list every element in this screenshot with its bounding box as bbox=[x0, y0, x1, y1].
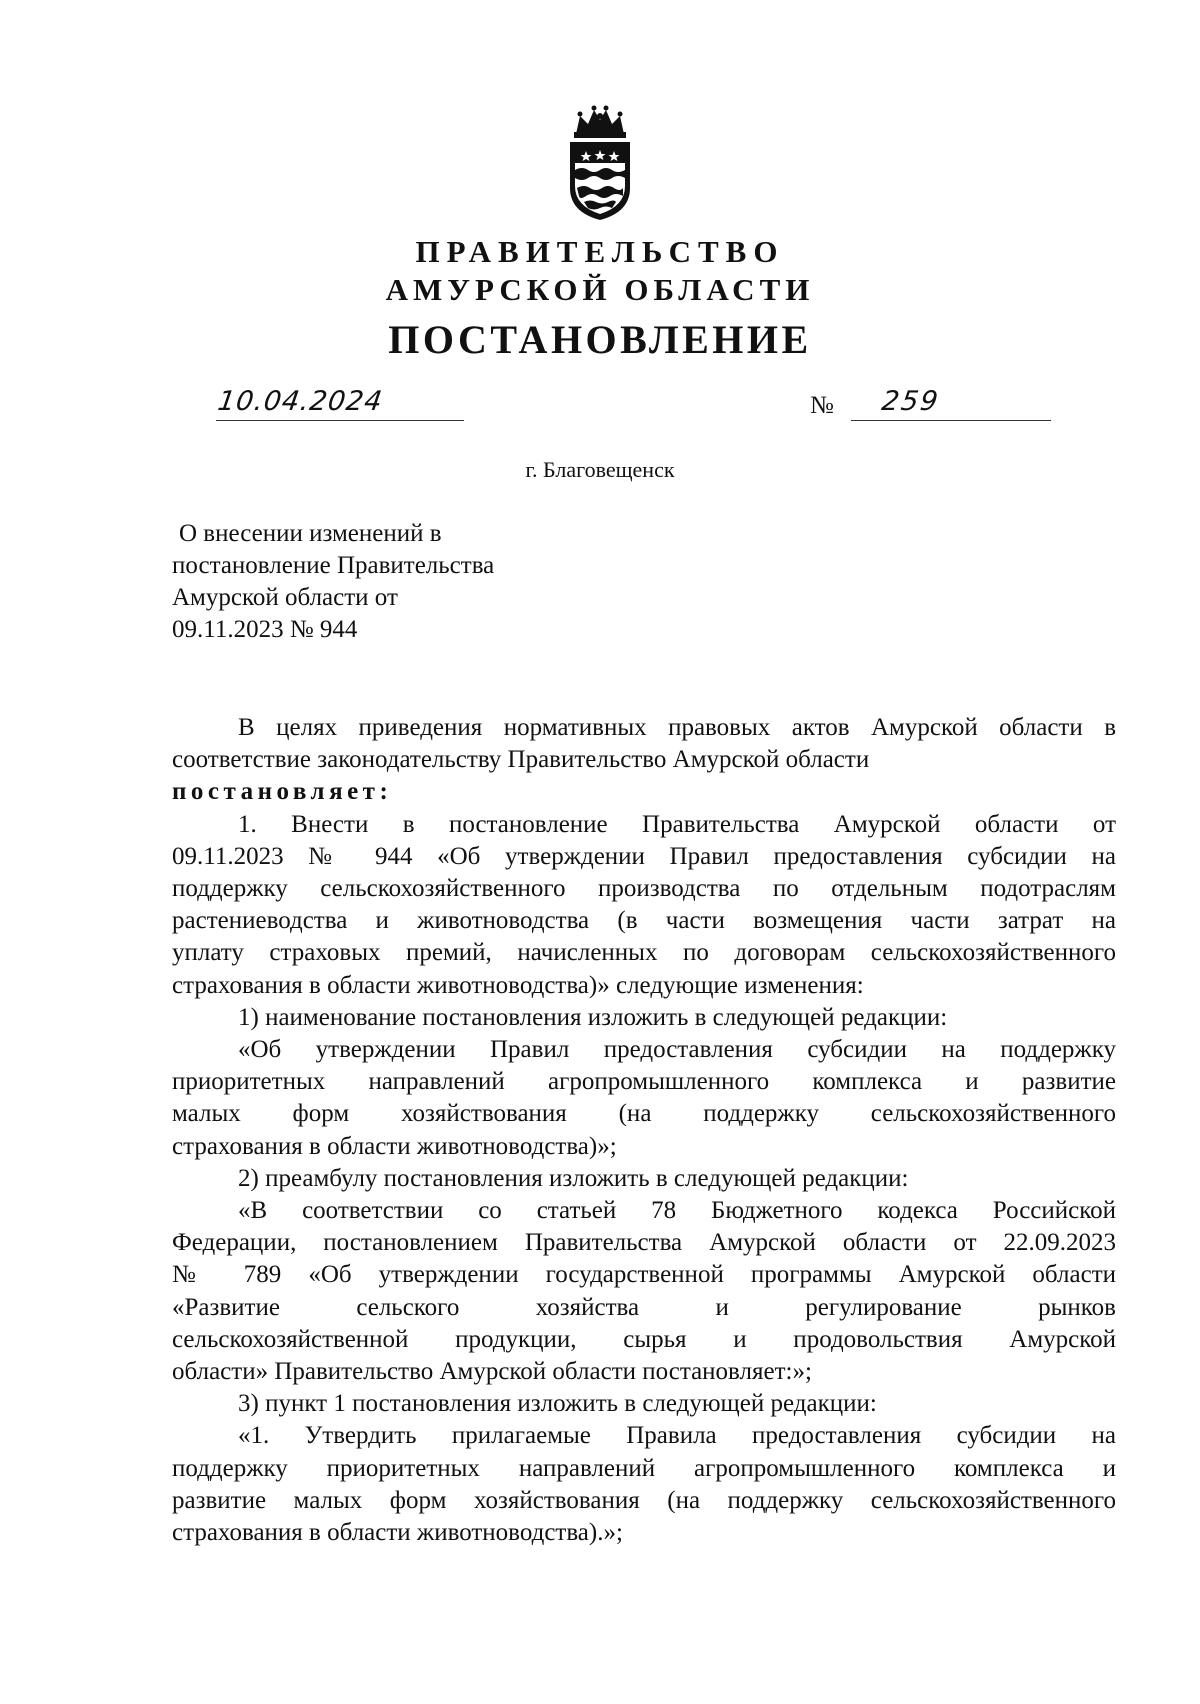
body-line: области» Правительство Амурской области постановляет:»; bbox=[172, 1358, 812, 1386]
body-line: малых форм хозяйствования (на поддержку сельскохозяйственного bbox=[172, 1100, 1116, 1128]
body-line: соответствие законодательству Правительство Амурской области bbox=[172, 746, 870, 774]
body-line: страхования в области животноводства)»; bbox=[172, 1132, 617, 1160]
city-line: г. Благовещенск bbox=[525, 457, 675, 482]
subject-line: постановление Правительства bbox=[172, 552, 495, 579]
body-line: поддержку приоритетных направлений агропромышленного комплекса и bbox=[172, 1454, 1116, 1482]
body-line: В целях приведения нормативных правовых актов Амурской области в bbox=[238, 714, 1116, 741]
body-line: сельскохозяйственной продукции, сырья и продовольствия Амурской bbox=[172, 1325, 1116, 1353]
body-line: уплату страховых премий, начисленных по договорам сельскохозяйственного bbox=[172, 939, 1116, 967]
body-line: страхования в области животноводства).»; bbox=[172, 1519, 623, 1547]
date-underline bbox=[216, 420, 464, 421]
body-line: 1. Внести в постановление Правительства Амурской области от bbox=[238, 810, 1116, 838]
body-line: «1. Утвердить прилагаемые Правила предоставления субсидии на bbox=[238, 1422, 1116, 1450]
organization-name-line2: АМУРСКОЙ ОБЛАСТИ bbox=[385, 272, 815, 307]
subject-line: 09.11.2023 № 944 bbox=[172, 616, 358, 643]
body-line: растениеводства и животноводства (в части возмещения части затрат на bbox=[172, 907, 1116, 935]
body-line: страхования в области животноводства)» следующие изменения: bbox=[172, 971, 864, 999]
organization-name-line1: ПРАВИТЕЛЬСТВО bbox=[415, 234, 785, 269]
body-line-decree-verb: постановляет: bbox=[172, 778, 393, 806]
body-line: «Об утверждении Правил предоставления субсидии на поддержку bbox=[238, 1036, 1116, 1064]
body-line: «Развитие сельского хозяйства и регулирование рынков bbox=[172, 1293, 1116, 1321]
document-number-handwritten: 259 bbox=[879, 386, 942, 417]
body-line: 09.11.2023 № 944 «Об утверждении Правил предоставления субсидии на bbox=[172, 842, 1116, 870]
body-line: 3) пункт 1 постановления изложить в следующей редакции: bbox=[238, 1390, 877, 1418]
document-body bbox=[172, 712, 1116, 1549]
body-line: поддержку сельскохозяйственного производства по отдельным подотраслям bbox=[172, 875, 1116, 903]
body-line: развитие малых форм хозяйствования (на поддержку сельскохозяйственного bbox=[172, 1486, 1116, 1514]
coat-of-arms-icon bbox=[564, 104, 636, 222]
number-underline bbox=[851, 420, 1051, 421]
subject-block bbox=[172, 518, 572, 646]
body-line: Федерации, постановлением Правительства Амурской области от 22.09.2023 bbox=[172, 1229, 1116, 1257]
document-type-title: ПОСТАНОВЛЕНИЕ bbox=[388, 317, 812, 362]
body-line: приоритетных направлений агропромышленного комплекса и развитие bbox=[172, 1068, 1116, 1096]
subject-line: О внесении изменений в bbox=[179, 520, 442, 547]
body-line: 1) наименование постановления изложить в следующей редакции: bbox=[238, 1003, 948, 1031]
subject-line: Амурской области от bbox=[172, 584, 398, 611]
number-sign: № bbox=[810, 392, 834, 419]
body-line: «В соответствии со статьей 78 Бюджетного кодекса Российской bbox=[238, 1197, 1116, 1225]
body-line: № 789 «Об утверждении государственной программы Амурской области bbox=[172, 1261, 1116, 1289]
body-line: 2) преамбулу постановления изложить в следующей редакции: bbox=[238, 1164, 909, 1192]
document-date-handwritten: 10.04.2024 bbox=[215, 386, 385, 417]
